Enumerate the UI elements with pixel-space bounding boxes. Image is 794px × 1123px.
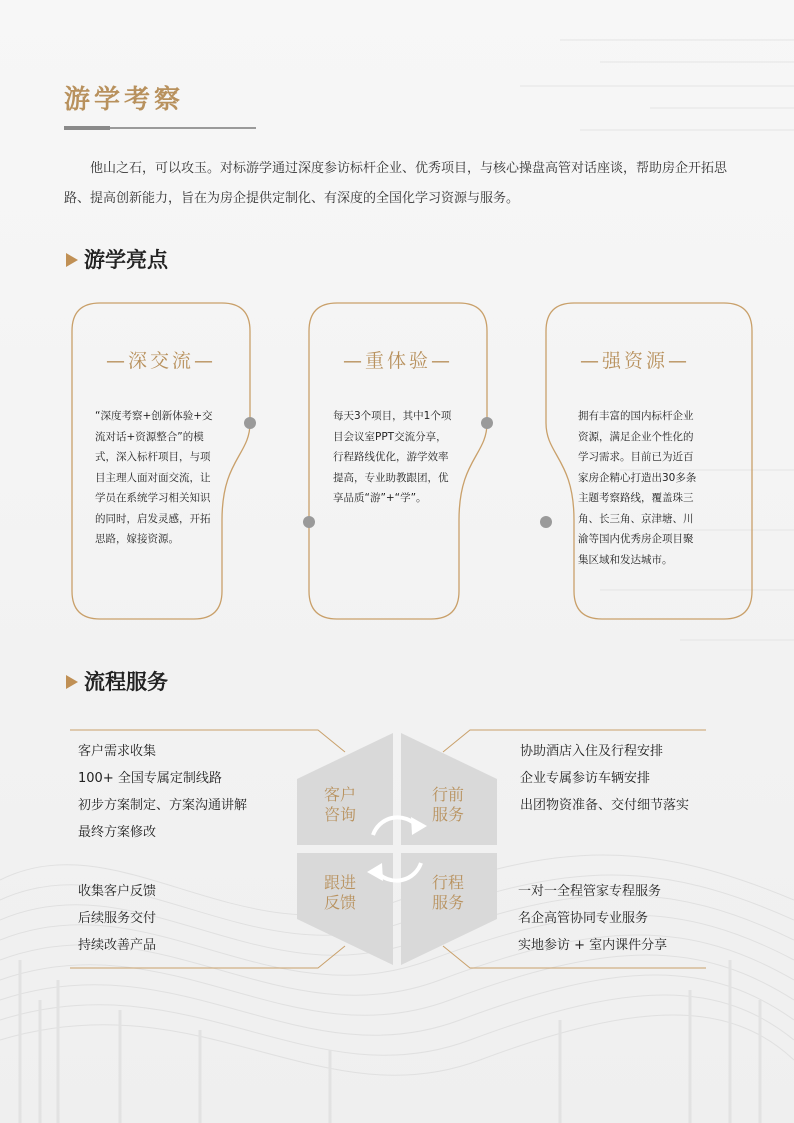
list-item: 后续服务交付 — [78, 911, 157, 926]
list-item: 收集客户反馈 — [78, 884, 157, 899]
process-list-consult — [78, 738, 247, 846]
hex-label-itinerary-text: 行程 服务 — [431, 873, 464, 912]
list-item: 企业专属参访车辆安排 — [520, 771, 651, 786]
list-item: 100+ 全国专属定制线路 — [78, 771, 222, 786]
card-1-title: —深交流— — [105, 350, 216, 372]
list-item: 名企高管协同专业服务 — [518, 911, 649, 926]
list-item: 协助酒店入住及行程安排 — [520, 744, 664, 759]
hex-label-pretrip-text: 行前 服务 — [431, 785, 464, 824]
hex-label-pretrip — [418, 785, 478, 825]
list-item: 一对一全程管家专程服务 — [518, 884, 662, 899]
hex-label-consult-text: 客户 咨询 — [323, 785, 356, 824]
hex-label-consult — [310, 785, 370, 825]
hex-label-feedback — [310, 873, 370, 913]
list-item: 客户需求收集 — [78, 744, 157, 759]
intro-paragraph: 他山之石，可以攻玉。对标游学通过深度参访标杆企业、优秀项目，与核心操盘高管对话座谈，帮助房企开拓思路、提高创新能力，旨在为房企提供定制化、有深度的全国化学习资源与服务。 — [64, 161, 728, 206]
list-item: 最终方案修改 — [78, 825, 157, 840]
hex-label-itinerary — [418, 873, 478, 913]
list-item: 出团物资准备、交付细节落实 — [520, 798, 690, 813]
list-item: 初步方案制定、方案沟通讲解 — [78, 798, 248, 813]
highlights-heading-text: 游学亮点 — [84, 248, 168, 272]
list-item: 持续改善产品 — [78, 938, 157, 953]
hex-label-feedback-text: 跟进 反馈 — [323, 873, 356, 912]
card-3-title: —强资源— — [579, 350, 690, 372]
process-list-pretrip — [520, 738, 689, 819]
card-2-title: —重体验— — [342, 350, 453, 372]
process-list-itinerary — [518, 878, 667, 959]
page-title: 游学考察 — [64, 85, 185, 115]
process-list-feedback — [78, 878, 156, 959]
card-3-body: 拥有丰富的国内标杆企业资源，满足企业个性化的学习需求。目前已为近百家房企精心打造出30多条主题考察路线，覆盖珠三角、长三角、京津塘、川渝等国内优秀房企项目聚集区域和发达城市。 — [578, 410, 697, 566]
process-heading-text: 流程服务 — [84, 670, 168, 694]
card-2-body: 每天3个项目，其中1个项目会议室PPT交流分享，行程路线优化，游学效率提高，专业助教跟团，优享品质“游”+“学”。 — [333, 410, 452, 504]
card-1-body: “深度考察+创新体验+交流对话+资源整合”的模式，深入标杆项目，与项目主理人面对面交流，让学员在系统学习相关知识的同时，启发灵感，开拓思路，嫁接资源。 — [95, 410, 213, 545]
list-item: 实地参访 + 室内课件分享 — [518, 938, 668, 953]
